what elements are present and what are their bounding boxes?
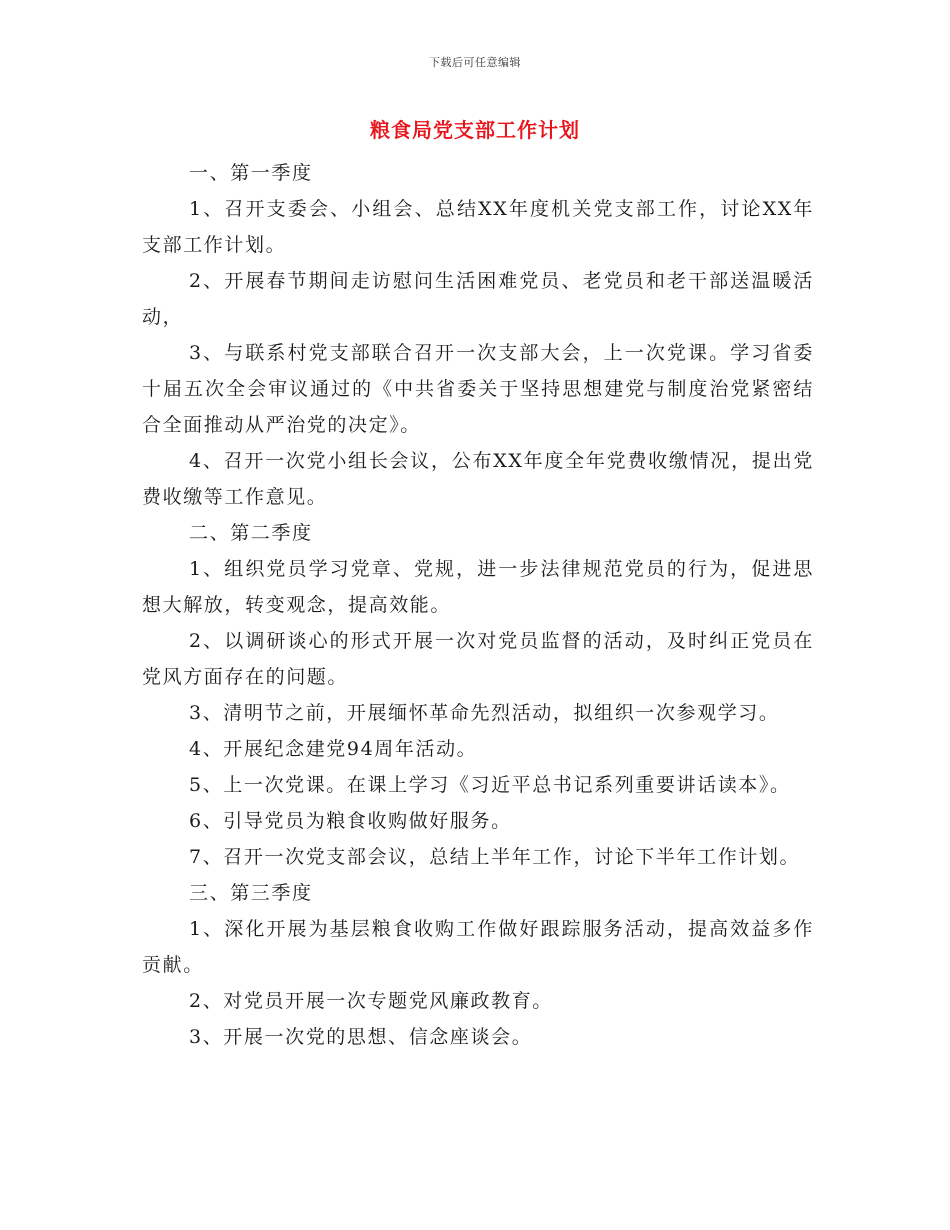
section-heading-q2: 二、第二季度 (189, 522, 313, 544)
document-body (142, 155, 814, 1055)
section-heading-q3: 三、第三季度 (189, 882, 313, 904)
paragraph: 7、召开一次党支部会议，总结上半年工作，讨论下半年工作计划。 (189, 846, 801, 868)
paragraph: 1、召开支委会、小组会、总结XX年度机关党支部工作，讨论XX年支部工作计划。 (142, 198, 814, 256)
paragraph: 3、与联系村党支部联合召开一次支部大会，上一次党课。学习省委十届五次全会审议通过的《中共省委关于坚持思想建党与制度治党紧密结合全面推动从严治党的决定》。 (142, 342, 814, 436)
paragraph: 4、开展纪念建党94周年活动。 (189, 738, 478, 760)
paragraph: 3、开展一次党的思想、信念座谈会。 (189, 1026, 533, 1048)
paragraph: 5、上一次党课。在课上学习《习近平总书记系列重要讲话读本》。 (189, 774, 791, 796)
paragraph: 1、深化开展为基层粮食收购工作做好跟踪服务活动，提高效益多作贡献。 (142, 918, 814, 976)
document-title: 粮食局党支部工作计划 (370, 118, 580, 142)
section-heading-q1: 一、第一季度 (189, 162, 313, 184)
paragraph: 2、开展春节期间走访慰问生活困难党员、老党员和老干部送温暖活动， (142, 270, 814, 328)
paragraph: 2、以调研谈心的形式开展一次对党员监督的活动，及时纠正党员在党风方面存在的问题。 (142, 630, 814, 688)
paragraph: 1、组织党员学习党章、党规，进一步法律规范党员的行为，促进思想大解放，转变观念，提高效能。 (142, 558, 814, 616)
paragraph: 3、清明节之前，开展缅怀革命先烈活动，拟组织一次参观学习。 (189, 702, 780, 724)
paragraph: 4、召开一次党小组长会议，公布XX年度全年党费收缴情况，提出党费收缴等工作意见。 (142, 450, 814, 508)
paragraph: 2、对党员开展一次专题党风廉政教育。 (189, 990, 553, 1012)
header-note: 下载后可任意编辑 (429, 56, 521, 69)
paragraph: 6、引导党员为粮食收购做好服务。 (189, 810, 512, 832)
